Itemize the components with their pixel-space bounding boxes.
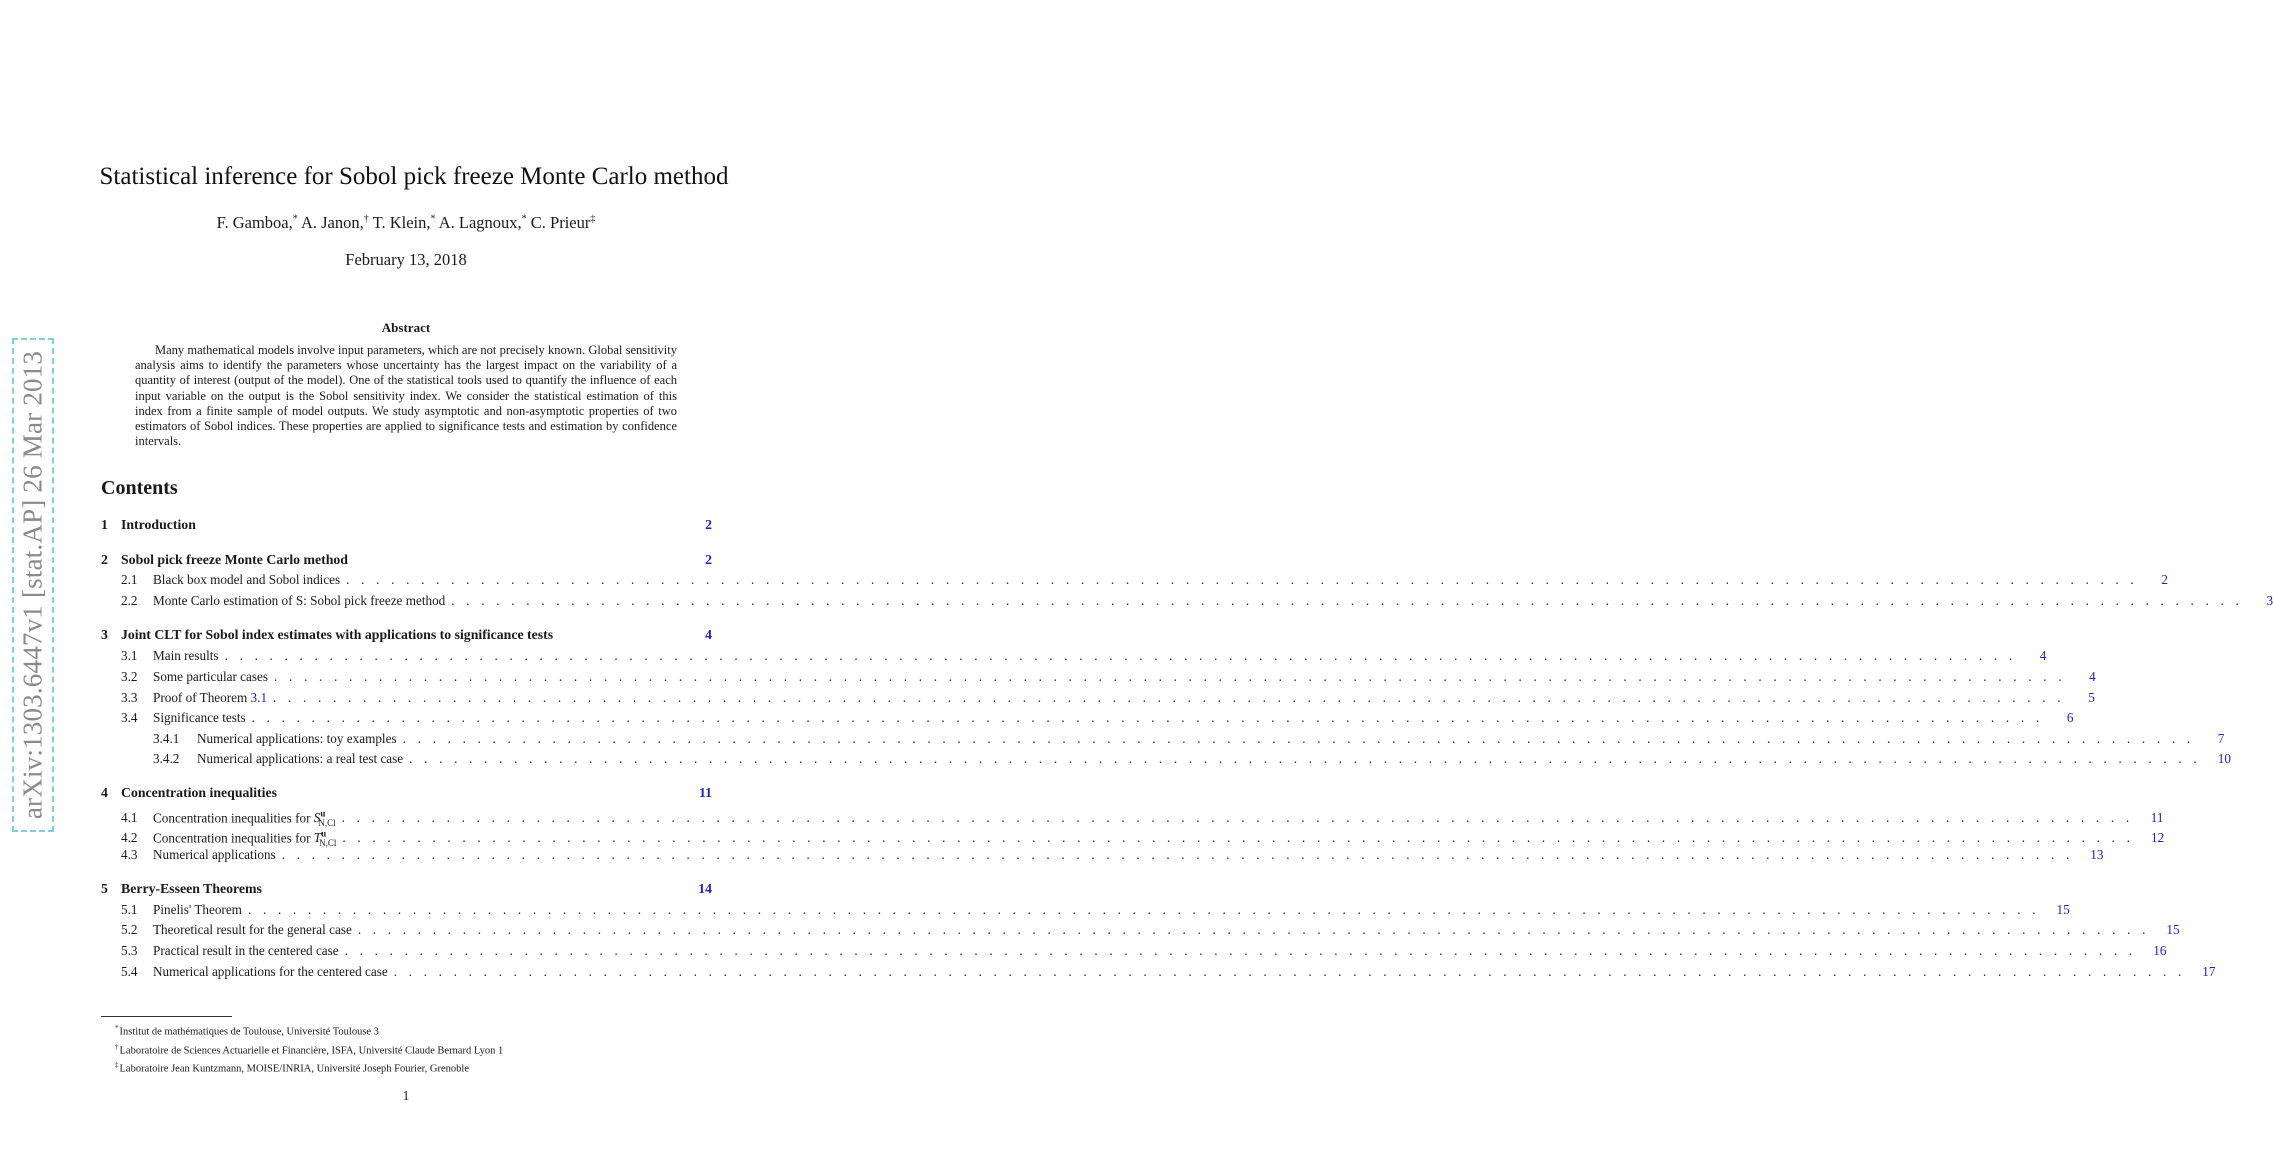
toc-page-link[interactable]: 10 bbox=[2217, 751, 2231, 766]
author: T. Klein, bbox=[372, 213, 431, 232]
toc-entry-title-text: Some particular cases bbox=[153, 669, 268, 684]
theorem-reference-link[interactable]: 3.1 bbox=[250, 690, 268, 705]
paper-title: Statistical inference for Sobol pick freeze Monte Carlo method bbox=[99, 163, 729, 190]
abstract-text: Many mathematical models involve input parameters, which are not precisely known. Global sensitivity analysis aims to identify the parameters whose uncertainty has the largest impact on the variability of a quantity of interest (output of the model). One of the statistical tools used to quantify the influence of each input variable on the output is the Sobol sensitivity index. We consider the statistical estimation of this index from a finite sample of model outputs. We study asymptotic and non-asymptotic properties of two estimators of Sobol indices. These properties are applied to significance tests and estimation by confidence intervals. bbox=[135, 343, 677, 449]
toc-entry-title bbox=[121, 879, 262, 899]
toc-entry-title-text: Numerical applications bbox=[153, 847, 276, 862]
toc-page-link[interactable]: 15 bbox=[2166, 922, 2180, 937]
toc-entry-3-4-1[interactable] bbox=[101, 729, 2225, 749]
toc-page-link[interactable]: 5 bbox=[2088, 690, 2095, 705]
toc-entry-title-text: Concentration inequalities for bbox=[153, 810, 311, 826]
author-list bbox=[0, 213, 812, 233]
toc-entry-2-2[interactable] bbox=[101, 591, 2273, 611]
footnote-divider bbox=[101, 1016, 232, 1017]
toc-entry-number: 5.1 bbox=[121, 902, 138, 917]
toc-entry-5-4[interactable] bbox=[101, 962, 2216, 982]
toc-page-link[interactable]: 12 bbox=[2150, 830, 2165, 846]
page-number: 1 bbox=[402, 1088, 410, 1103]
arxiv-identifier[interactable]: arXiv:1303.6447v1 [stat.AP] 26 Mar 2013 bbox=[17, 350, 48, 820]
toc-entry-title bbox=[121, 550, 348, 570]
toc-dot-leader: . . . . . . . . . . . . . . . . . . . . . . . . . . . . . . . . . . . . . . . . . . . . . . . . . . . . . . . . . . . . . . . . . . . . . . . . . . . . . . . . . . . . . . . . . . . . . . . . . . . . . . . . . . . . . . . . . . . . . . . . bbox=[393, 964, 2186, 979]
footnote-text: Laboratoire de Sciences Actuarielle et Financière, ISFA, Université Claude Bernard Lyon 1 bbox=[119, 1045, 504, 1056]
toc-entry-4[interactable] bbox=[101, 783, 712, 803]
toc-entry-title-text: Proof of Theorem bbox=[153, 690, 248, 705]
author-affiliation-mark[interactable]: * bbox=[430, 213, 436, 225]
toc-dot-leader: . . . . . . . . . . . . . . . . . . . . . . . . . . . . . . . . . . . . . . . . . . . . . . . . . . . . . . . . . . . . . . . . . . . . . . . . . . . . . . . . . . . . . . . . . . . . . . . . . . . . . . . . . . . . . . . . . . . . . . . . bbox=[342, 830, 2135, 846]
toc-dot-leader: . . . . . . . . . . . . . . . . . . . . . . . . . . . . . . . . . . . . . . . . . . . . . . . . . . . . . . . . . . . . . . . . . . . . . . . . . . . . . . . . . . . . . . . . . . . . . . . . . . . . . . . . . . . . . . . . . . . . . . . . bbox=[273, 690, 2065, 705]
footnote bbox=[115, 1021, 715, 1040]
toc-entry-number: 3.2 bbox=[121, 669, 138, 684]
toc-page-link[interactable]: 15 bbox=[2056, 902, 2070, 917]
toc-entry-title-text: Significance tests bbox=[153, 710, 246, 725]
toc-entry-number: 4.3 bbox=[121, 847, 138, 862]
toc-page-link[interactable]: 4 bbox=[2089, 669, 2096, 684]
toc-page-link[interactable]: 11 bbox=[698, 785, 712, 800]
toc-dot-leader: . . . . . . . . . . . . . . . . . . . . . . . . . . . . . . . . . . . . . . . . . . . . . . . . . . . . . . . . . . . . . . . . . . . . . . . . . . . . . . . . . . . . . . . . . . . . . . . . . . . . . . . . . . . . . . . . . . . . . . . . bbox=[409, 751, 2201, 766]
author: F. Gamboa, bbox=[216, 213, 293, 232]
toc-dot-leader: . . . . . . . . . . . . . . . . . . . . . . . . . . . . . . . . . . . . . . . . . . . . . . . . . . . . . . . . . . . . . . . . . . . . . . . . . . . . . . . . . . . . . . . . . . . . . . . . . . . . . . . . . . . . . . . . . . . . . . . . bbox=[402, 731, 2195, 746]
toc-entry-number: 3.4.1 bbox=[153, 731, 180, 746]
math-subscript: N,Cl bbox=[318, 818, 336, 829]
author: C. Prieur bbox=[530, 213, 591, 232]
toc-entry-title-text: Concentration inequalities for bbox=[153, 830, 311, 846]
toc-page-link[interactable]: 6 bbox=[2066, 710, 2074, 725]
toc-page-link[interactable]: 13 bbox=[2090, 847, 2104, 862]
footnote bbox=[115, 1058, 715, 1077]
toc-dot-leader: . . . . . . . . . . . . . . . . . . . . . . . . . . . . . . . . . . . . . . . . . . . . . . . . . . . . . . . . . . . . . . . . . . . . . . . . . . . . . . . . . . . . . . . . . . . . . . . . . . . . . . . . . . . . . . . . . . . . . . . . bbox=[281, 847, 2074, 862]
toc-entry-title bbox=[153, 920, 352, 940]
toc-entry-number: 5 bbox=[101, 881, 108, 896]
toc-entry-number: 4.1 bbox=[121, 810, 138, 826]
contents-heading: Contents bbox=[101, 477, 178, 499]
author-affiliation-mark[interactable]: * bbox=[521, 213, 527, 225]
math-symbol bbox=[313, 829, 337, 849]
footnote bbox=[115, 1040, 715, 1059]
toc-dot-leader: . . . . . . . . . . . . . . . . . . . . . . . . . . . . . . . . . . . . . . . . . . . . . . . . . . . . . . . . . . . . . . . . . . . . . . . . . . . . . . . . . . . . . . . . . . . . . . . . . . . . . . . . . . . . . . . . . . . . . . . . bbox=[247, 902, 2040, 917]
toc-entry-5-2[interactable] bbox=[101, 920, 2180, 940]
toc-entry-title bbox=[153, 570, 340, 590]
toc-dot-leader: . . . . . . . . . . . . . . . . . . . . . . . . . . . . . . . . . . . . . . . . . . . . . . . . . . . . . . . . . . . . . . . . . . . . . . . . . . . . . . . . . . . . . . . . . . . . . . . . . . . . . . . . . . . . . . . . . . . . . . . . bbox=[224, 648, 2017, 663]
toc-entry-title bbox=[121, 515, 196, 535]
toc-page-link[interactable]: 7 bbox=[2217, 731, 2225, 746]
toc-entry-3-4[interactable] bbox=[101, 708, 2074, 728]
toc-entry-title bbox=[153, 845, 276, 865]
toc-entry-3-4-2[interactable] bbox=[101, 749, 2231, 769]
toc-page-link[interactable]: 3 bbox=[2266, 593, 2273, 608]
toc-entry-2[interactable] bbox=[101, 550, 712, 570]
toc-entry-2-1[interactable] bbox=[101, 570, 2168, 590]
toc-entry-title bbox=[153, 667, 268, 687]
toc-entry-title-text: Numerical applications: a real test case bbox=[197, 751, 404, 766]
footnotes bbox=[115, 1021, 715, 1077]
toc-entry-number: 3.4 bbox=[121, 710, 138, 725]
toc-entry-title-text: Monte Carlo estimation of S: Sobol pick freeze method bbox=[153, 593, 446, 608]
toc-entry-number: 4 bbox=[101, 785, 108, 800]
toc-entry-title-text: Sobol pick freeze Monte Carlo method bbox=[121, 552, 348, 567]
toc-entry-number: 1 bbox=[101, 517, 108, 532]
toc-entry-title-text: Numerical applications for the centered case bbox=[153, 964, 388, 979]
toc-page-link[interactable]: 4 bbox=[2039, 648, 2047, 663]
math-symbol-base: S bbox=[313, 810, 321, 826]
footnote-mark: ‡ bbox=[115, 1061, 119, 1069]
toc-entry-title bbox=[197, 729, 397, 749]
toc-entry-title bbox=[153, 962, 388, 982]
toc-entry-title-text: Practical result in the centered case bbox=[153, 943, 339, 958]
toc-page-link[interactable]: 4 bbox=[705, 627, 712, 642]
toc-entry-3[interactable] bbox=[101, 625, 712, 645]
toc-entry-title bbox=[121, 783, 277, 803]
toc-entry-number: 2 bbox=[101, 552, 108, 567]
toc-entry-title-text: Main results bbox=[153, 648, 219, 663]
paper-date: February 13, 2018 bbox=[345, 250, 467, 269]
toc-entry-title bbox=[121, 625, 553, 645]
footnote-mark: † bbox=[115, 1042, 119, 1051]
toc-entry-number: 3.4.2 bbox=[153, 751, 180, 766]
toc-entry-title bbox=[153, 900, 242, 920]
arxiv-side-stamp bbox=[12, 338, 54, 832]
math-symbol-base: T bbox=[313, 830, 322, 846]
footnote-mark: * bbox=[115, 1024, 119, 1032]
toc-entry-4-3[interactable] bbox=[101, 845, 2104, 865]
toc-dot-leader: . . . . . . . . . . . . . . . . . . . . . . . . . . . . . . . . . . . . . . . . . . . . . . . . . . . . . . . . . . . . . . . . . . . . . . . . . . . . . . . . . . . . . . . . . . . . . . . . . . . . . . . . . . . . . . . . . . . . . . . . bbox=[451, 593, 2244, 608]
toc-entry-3-1[interactable] bbox=[101, 646, 2047, 666]
toc-page-link[interactable]: 2 bbox=[705, 552, 712, 567]
toc-entry-number: 5.4 bbox=[121, 964, 138, 979]
toc-entry-title-text: Joint CLT for Sobol index estimates with applications to significance tests bbox=[121, 627, 554, 642]
toc-entry-4-2[interactable] bbox=[101, 824, 2165, 849]
toc-entry-title bbox=[153, 941, 339, 961]
abstract-heading: Abstract bbox=[381, 320, 431, 335]
toc-entry-3-3[interactable] bbox=[101, 688, 2095, 708]
toc-page-link[interactable]: 17 bbox=[2202, 964, 2216, 979]
author: A. Janon, bbox=[300, 213, 364, 232]
footnote-text: Institut de mathématiques de Toulouse, Université Toulouse 3 bbox=[119, 1026, 379, 1038]
author: A. Lagnoux, bbox=[438, 213, 522, 232]
toc-page-link[interactable]: 2 bbox=[705, 517, 712, 532]
toc-entry-title-text: Numerical applications: toy examples bbox=[197, 731, 397, 746]
toc-entry-title bbox=[153, 708, 246, 728]
toc-page-link[interactable]: 14 bbox=[698, 881, 712, 896]
toc-entry-1[interactable] bbox=[101, 515, 712, 535]
math-superscript: u bbox=[320, 809, 326, 819]
toc-entry-title bbox=[153, 646, 219, 666]
footnote-text: Laboratoire Jean Kuntzmann, MOISE/INRIA, Université Joseph Fourier, Grenoble bbox=[119, 1063, 469, 1075]
toc-entry-number: 5.3 bbox=[121, 943, 138, 958]
toc-entry-5-1[interactable] bbox=[101, 900, 2070, 920]
toc-entry-number: 5.2 bbox=[121, 922, 138, 937]
toc-entry-title bbox=[153, 591, 445, 611]
toc-page-link[interactable]: 11 bbox=[2150, 810, 2164, 826]
toc-entry-number: 3 bbox=[101, 627, 108, 642]
toc-page-link[interactable]: 16 bbox=[2153, 943, 2167, 958]
toc-entry-number: 3.3 bbox=[121, 690, 138, 705]
author-affiliation-mark[interactable]: † bbox=[363, 213, 369, 225]
toc-entry-title-text: Concentration inequalities bbox=[121, 785, 277, 800]
toc-dot-leader: . . . . . . . . . . . . . . . . . . . . . . . . . . . . . . . . . . . . . . . . . . . . . . . . . . . . . . . . . . . . . . . . . . . . . . . . . . . . . . . . . . . . . . . . . . . . . . . . . . . . . . . . . . . . . . . . . . . . . . . . bbox=[346, 572, 2138, 587]
toc-entry-title-text: Black box model and Sobol indices bbox=[153, 572, 341, 587]
toc-dot-leader: . . . . . . . . . . . . . . . . . . . . . . . . . . . . . . . . . . . . . . . . . . . . . . . . . . . . . . . . . . . . . . . . . . . . . . . . . . . . . . . . . . . . . . . . . . . . . . . . . . . . . . . . . . . . . . . . . . . . . . . . bbox=[344, 943, 2137, 958]
toc-dot-leader: . . . . . . . . . . . . . . . . . . . . . . . . . . . . . . . . . . . . . . . . . . . . . . . . . . . . . . . . . . . . . . . . . . . . . . . . . . . . . . . . . . . . . . . . . . . . . . . . . . . . . . . . . . . . . . . . . . . . . . . . bbox=[341, 810, 2134, 826]
toc-entry-number: 2.1 bbox=[121, 572, 138, 587]
toc-entry-4-1[interactable] bbox=[101, 804, 2164, 829]
toc-entry-number: 4.2 bbox=[121, 830, 138, 846]
toc-entry-title-text: Pinelis' Theorem bbox=[153, 902, 242, 917]
math-subscript: N,Cl bbox=[319, 838, 337, 849]
author-affiliation-mark[interactable]: * bbox=[292, 213, 298, 225]
toc-dot-leader: . . . . . . . . . . . . . . . . . . . . . . . . . . . . . . . . . . . . . . . . . . . . . . . . . . . . . . . . . . . . . . . . . . . . . . . . . . . . . . . . . . . . . . . . . . . . . . . . . . . . . . . . . . . . . . . . . . . . . . . . bbox=[357, 922, 2150, 937]
toc-entry-5-3[interactable] bbox=[101, 941, 2167, 961]
toc-entry-title bbox=[153, 688, 267, 708]
author-affiliation-mark[interactable]: ‡ bbox=[590, 213, 596, 225]
toc-page-link[interactable]: 2 bbox=[2161, 572, 2168, 587]
toc-entry-number: 2.2 bbox=[121, 593, 138, 608]
toc-entry-5[interactable] bbox=[101, 879, 712, 899]
toc-entry-3-2[interactable] bbox=[101, 667, 2096, 687]
toc-entry-title-text: Berry-Esseen Theorems bbox=[121, 881, 262, 896]
toc-dot-leader: . . . . . . . . . . . . . . . . . . . . . . . . . . . . . . . . . . . . . . . . . . . . . . . . . . . . . . . . . . . . . . . . . . . . . . . . . . . . . . . . . . . . . . . . . . . . . . . . . . . . . . . . . . . . . . . . . . . . . . . . bbox=[251, 710, 2044, 725]
toc-entry-title-text: Introduction bbox=[121, 517, 196, 532]
toc-entry-title-text: Theoretical result for the general case bbox=[153, 922, 352, 937]
toc-entry-title bbox=[197, 749, 403, 769]
toc-dot-leader: . . . . . . . . . . . . . . . . . . . . . . . . . . . . . . . . . . . . . . . . . . . . . . . . . . . . . . . . . . . . . . . . . . . . . . . . . . . . . . . . . . . . . . . . . . . . . . . . . . . . . . . . . . . . . . . . . . . . . . . . bbox=[273, 669, 2066, 684]
math-superscript: u bbox=[321, 829, 327, 839]
toc-entry-number: 3.1 bbox=[121, 648, 138, 663]
